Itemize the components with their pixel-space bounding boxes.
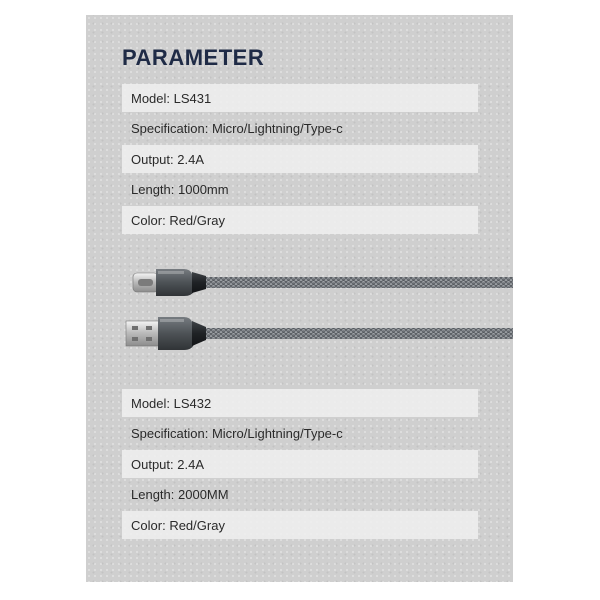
usb-a-cable-icon <box>126 317 513 350</box>
spec-row-model <box>122 389 478 417</box>
cable-illustration <box>86 265 513 375</box>
spec-row-specification <box>122 115 478 143</box>
spec-label: Length : <box>131 487 178 502</box>
spec-row-specification <box>122 420 478 448</box>
spec-value: 1000mm <box>178 182 229 197</box>
spec-row-model <box>122 84 478 112</box>
spec-row-length <box>122 176 478 204</box>
spec-row-output <box>122 145 478 173</box>
spec-value: 2.4A <box>177 456 205 472</box>
spec-list-ls432 <box>122 389 478 542</box>
type-c-cable-icon <box>133 269 513 296</box>
spec-value: LS431 <box>173 90 212 106</box>
spec-value: Micro/Lightning/Type-c <box>211 121 343 136</box>
spec-label: Model : <box>131 91 174 106</box>
spec-row-color <box>122 511 478 539</box>
spec-value: Red/Gray <box>169 212 225 228</box>
spec-row-output <box>122 450 478 478</box>
spec-row-length <box>122 481 478 509</box>
spec-label: Color : <box>131 518 169 533</box>
spec-label: Length : <box>131 182 178 197</box>
spec-label: Color : <box>131 213 169 228</box>
spec-label: Model : <box>131 396 174 411</box>
spec-value: LS432 <box>173 395 212 411</box>
spec-value: Red/Gray <box>169 517 225 533</box>
spec-label: Output : <box>131 457 177 472</box>
spec-label: Specification : <box>131 121 212 136</box>
parameter-panel <box>86 15 513 582</box>
spec-value: 2000MM <box>178 487 229 502</box>
cables-svg <box>86 265 513 375</box>
spec-value: Micro/Lightning/Type-c <box>211 426 343 441</box>
spec-label: Specification : <box>131 426 212 441</box>
spec-value: 2.4A <box>177 151 205 167</box>
page-title: PARAMETER <box>122 45 265 70</box>
spec-row-color <box>122 206 478 234</box>
spec-list-ls431 <box>122 84 478 237</box>
spec-label: Output : <box>131 152 177 167</box>
